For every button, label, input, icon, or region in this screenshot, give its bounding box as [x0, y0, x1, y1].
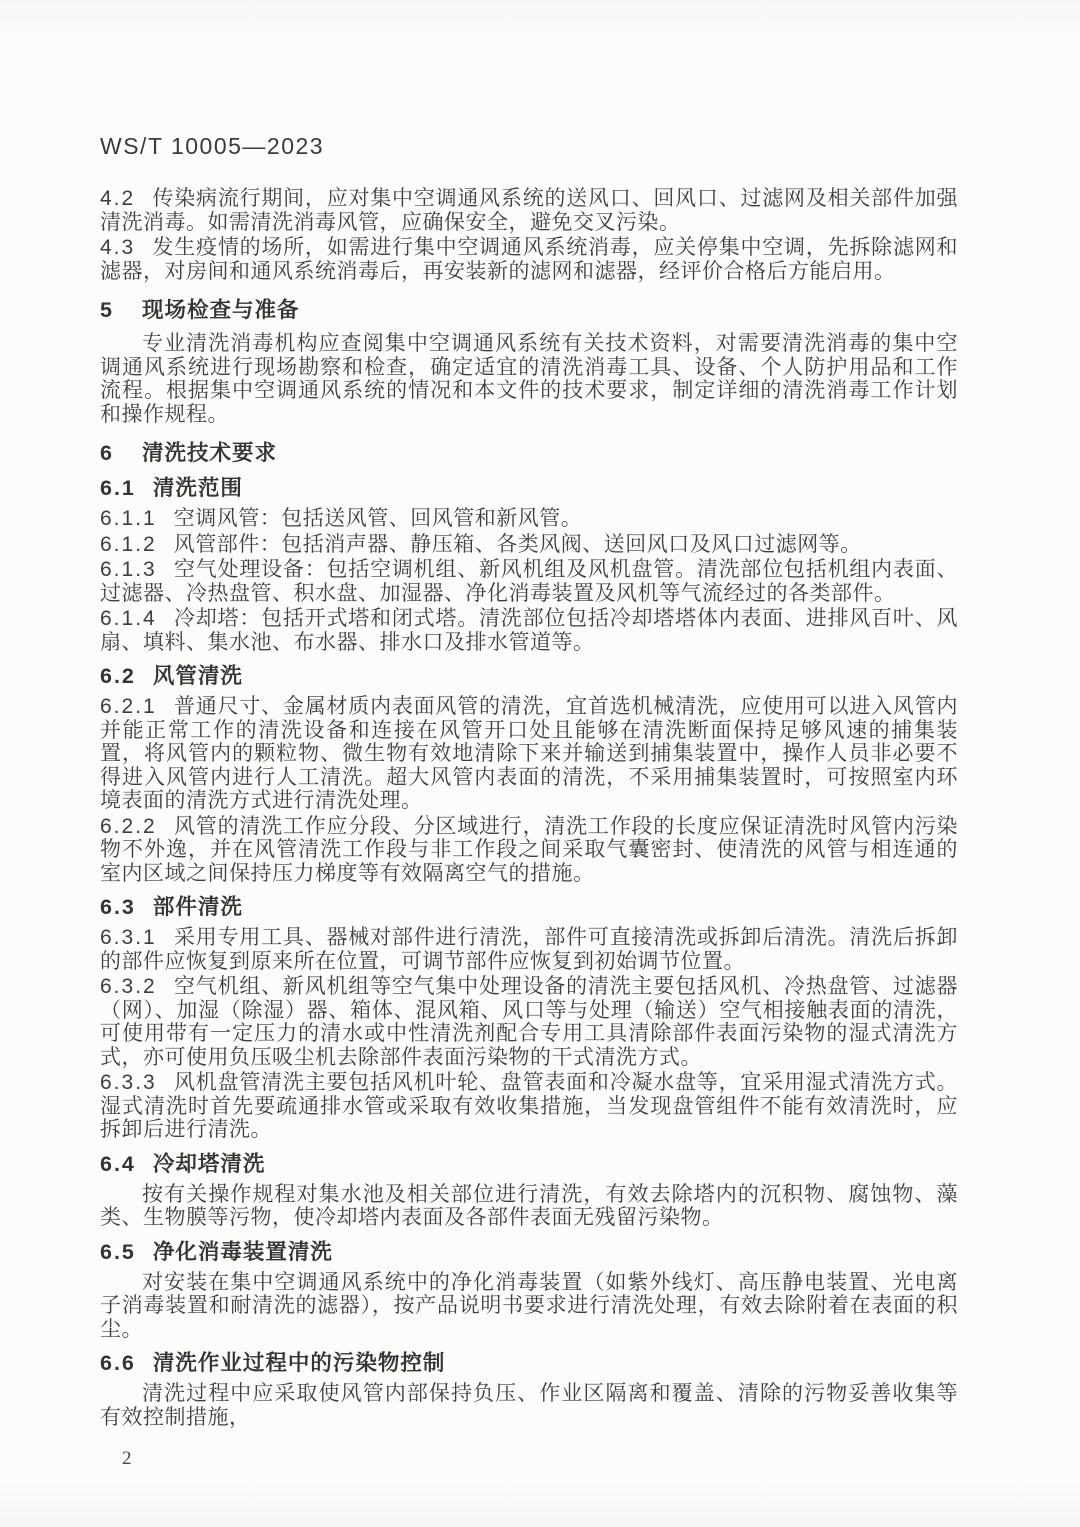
clause-text: 采用专用工具、器械对部件进行清洗，部件可直接清洗或拆卸后清洗。清洗后拆卸的部件应恢复到原来所在位置，可调节部件应恢复到初始调节位置。 [100, 925, 958, 973]
clause-number: 4.3 [100, 236, 136, 259]
paragraph-pollutant-control: 清洗过程中应采取使风管内部保持负压、作业区隔离和覆盖、清除的污物妥善收集等有效控制措施， [100, 1381, 958, 1429]
heading-number: 6.2 [100, 664, 136, 688]
clause-number: 6.2.2 [100, 814, 157, 838]
clause-number: 4.2 [100, 187, 136, 210]
clause-6-1-1 [100, 507, 958, 531]
heading-title: 清洗技术要求 [141, 441, 277, 465]
heading-title: 清洗范围 [152, 476, 243, 500]
clause-text: 普通尺寸、金属材质内表面风管的清洗，宜首选机械清洗，应使用可以进入风管内并能正常工作的清洗设备和连接在风管开口处且能够在清洗断面保持足够风速的捕集装置，将风管内的颗粒物、微生物有效地清除下来并输送到捕集装置中，操作人员非必要不得进入风管内进行人工清洗。超大风管内表面的清洗，不采用捕集装置时，可按照室内环境表面的清洗方式进行清洗处理。 [100, 694, 958, 812]
heading-title: 部件清洗 [152, 895, 243, 919]
clause-number: 6.1.3 [100, 558, 157, 581]
heading-number: 5 [100, 298, 114, 322]
clause-text: 空气处理设备：包括空调机组、新风机组及风机盘管。清洗部位包括机组内表面、过滤器、冷热盘管、积水盘、加湿器、净化消毒装置及风机等气流经过的各类部件。 [100, 557, 958, 605]
clause-number: 6.3.2 [100, 975, 157, 998]
subsection-heading-6-3 [100, 895, 958, 920]
page-content [100, 133, 958, 1470]
heading-number: 6.5 [100, 1239, 136, 1264]
clause-text: 风管部件：包括消声器、静压箱、各类风阀、送回风口及风口过滤网等。 [173, 531, 862, 556]
clause-text: 发生疫情的场所，如需进行集中空调通风系统消毒，应关停集中空调，先拆除滤网和滤器，对房间和通风系统消毒后，再安装新的滤网和滤器，经评价合格后方能启用。 [100, 235, 958, 283]
subsection-heading-6-1 [100, 476, 958, 501]
clause-6-3-3 [100, 1071, 958, 1142]
clause-number: 6.1.2 [100, 532, 157, 556]
heading-title: 冷却塔清洗 [152, 1151, 266, 1176]
clause-4-3 [100, 236, 958, 283]
subsection-heading-6-2 [100, 664, 958, 689]
heading-number: 6.3 [100, 895, 136, 919]
clause-4-2 [100, 187, 958, 234]
clause-number: 6.1.1 [100, 507, 157, 530]
heading-number: 6 [100, 441, 114, 465]
clause-6-3-2 [100, 975, 958, 1069]
clause-number: 6.2.1 [100, 695, 157, 718]
paragraph-cooling-tower: 按有关操作规程对集水池及相关部位进行清洗，有效去除塔内的沉积物、腐蚀物、藻类、生物膜等污物，使冷却塔内表面及各部件表面无残留污染物。 [100, 1181, 958, 1229]
clause-number: 6.3.3 [100, 1071, 157, 1094]
subsection-heading-6-4 [100, 1152, 958, 1177]
clause-text: 空调风管：包括送风管、回风管和新风管。 [173, 506, 583, 530]
subsection-heading-6-6 [100, 1351, 958, 1376]
clause-text: 空气机组、新风机组等空气集中处理设备的清洗主要包括风机、冷热盘管、过滤器（网）、加湿（除湿）器、箱体、混风箱、风口等与处理（输送）空气相接触表面的清洗，可使用带有一定压力的清水或中性清洗剂配合专用工具清除部件表面污染物的湿式清洗方式，亦可使用负压吸尘机去除部件表面污染物的干式清洗方式。 [100, 974, 958, 1069]
clause-number: 6.1.4 [100, 607, 157, 630]
clause-text: 风机盘管清洗主要包括风机叶轮、盘管表面和冷凝水盘等，宜采用湿式清洗方式。湿式清洗时首先要疏通排水管或采取有效收集措施，当发现盘管组件不能有效清洗时，应拆卸后进行清洗。 [100, 1070, 958, 1141]
clause-6-1-3 [100, 558, 958, 605]
clause-6-3-1 [100, 926, 958, 973]
section-heading-5 [100, 298, 958, 323]
page-number: 2 [122, 1448, 133, 1469]
clause-number: 6.3.1 [100, 926, 157, 949]
clause-6-1-4 [100, 607, 958, 654]
clause-text: 冷却塔：包括开式塔和闭式塔。清洗部位包括冷却塔塔体内表面、进排风百叶、风扇、填料、集水池、布水器、排水口及排水管道等。 [100, 606, 958, 654]
standard-code: WS/T 10005—2023 [100, 133, 325, 159]
heading-title: 现场检查与准备 [141, 298, 300, 322]
heading-number: 6.6 [100, 1351, 136, 1375]
heading-title: 风管清洗 [152, 664, 243, 688]
clause-text: 传染病流行期间，应对集中空调通风系统的送风口、回风口、过滤网及相关部件加强清洗消毒。如需清洗消毒风管，应确保安全，避免交叉污染。 [100, 186, 958, 234]
clause-6-2-1 [100, 695, 958, 813]
clause-text: 风管的清洗工作应分段、分区域进行，清洗工作段的长度应保证清洗时风管内污染物不外逸，并在风管清洗工作段与非工作段之间采取气囊密封、使清洗的风管与相连通的室内区域之间保持压力梯度等有效隔离空气的措施。 [100, 813, 958, 885]
heading-title: 清洗作业过程中的污染物控制 [152, 1351, 446, 1375]
heading-number: 6.1 [100, 476, 136, 500]
clause-6-1-2 [100, 533, 958, 557]
clause-6-2-2 [100, 815, 958, 886]
paragraph-site-inspection: 专业清洗消毒机构应查阅集中空调通风系统有关技术资料，对需要清洗消毒的集中空调通风系统进行现场勘察和检查，确定适宜的清洗消毒工具、设备、个人防护用品和工作流程。根据集中空调通风系统的情况和本文件的技术要求，制定详细的清洗消毒工作计划和操作规程。 [100, 331, 958, 426]
heading-title: 净化消毒装置清洗 [152, 1239, 333, 1264]
paragraph-purification-device: 对安装在集中空调通风系统中的净化消毒装置（如紫外线灯、高压静电装置、光电离子消毒装置和耐清洗的滤器），按产品说明书要求进行清洗处理，有效去除附着在表面的积尘。 [100, 1269, 958, 1341]
section-heading-6 [100, 441, 958, 466]
subsection-heading-6-5 [100, 1240, 958, 1265]
heading-number: 6.4 [100, 1151, 136, 1176]
